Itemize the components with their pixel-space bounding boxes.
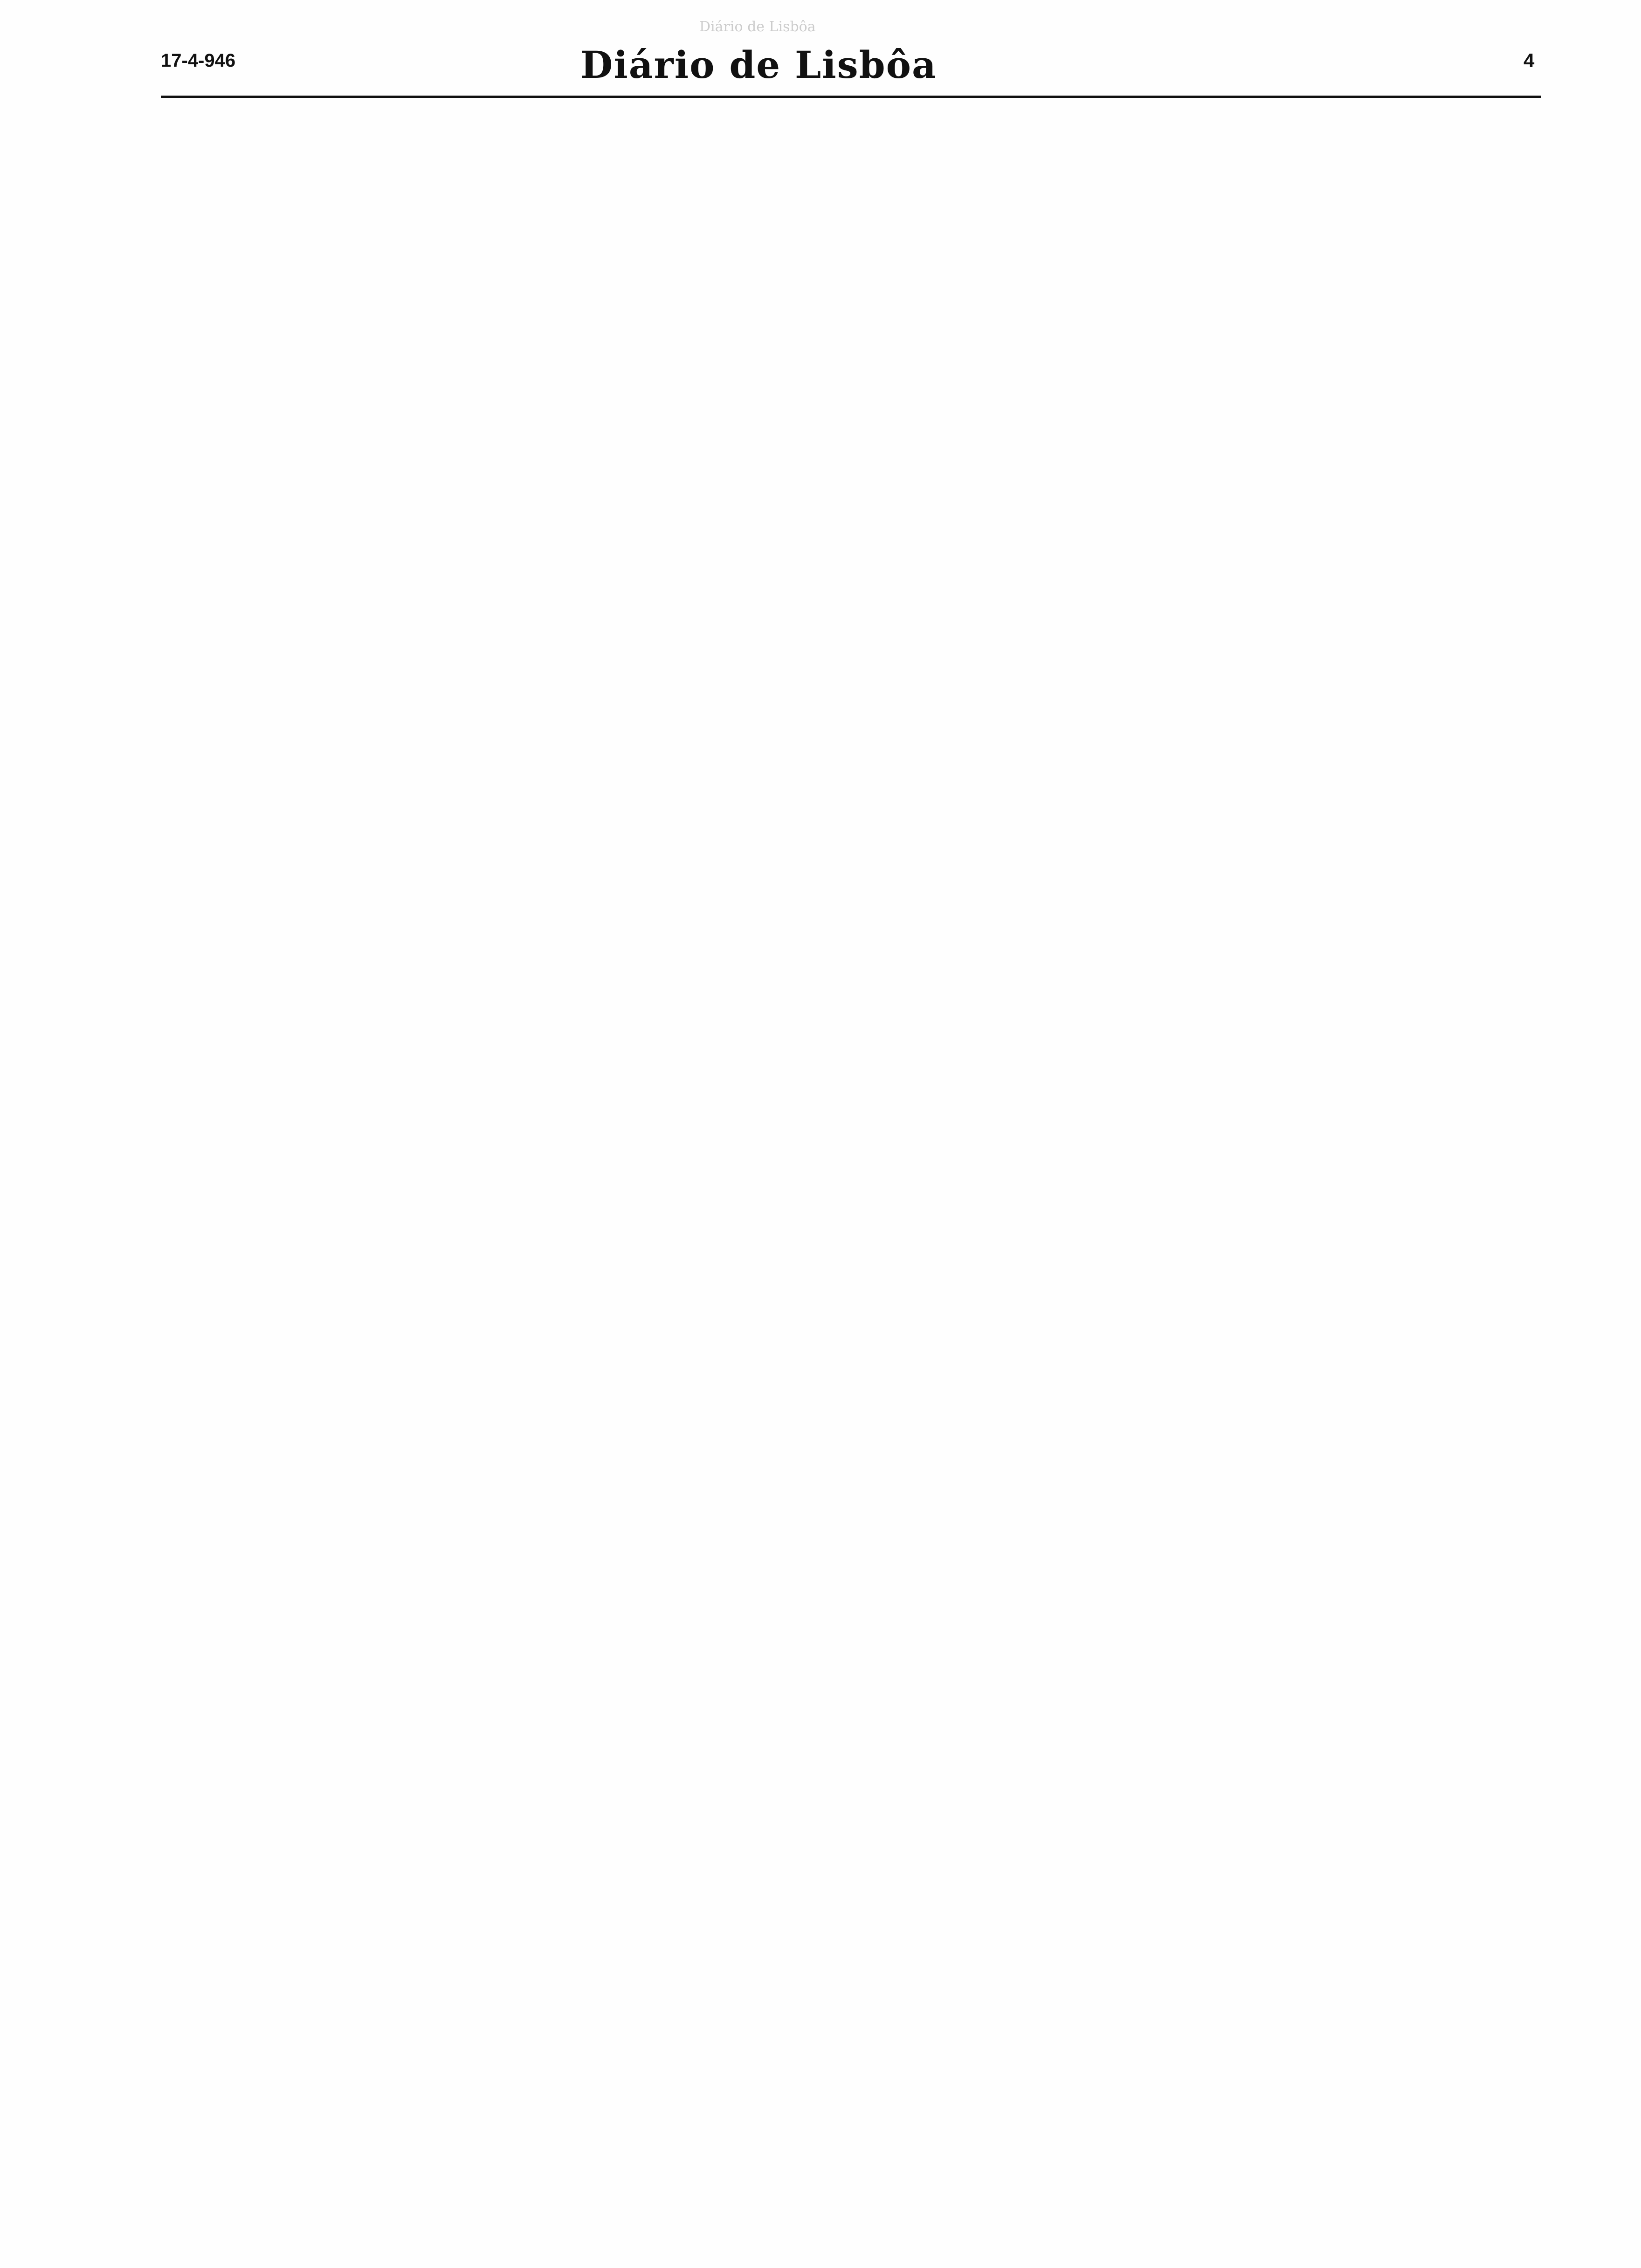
issue-date: 17-4-946 [161,50,236,71]
masthead-rule [161,96,1541,98]
newspaper-title: Diário de Lisbôa [580,43,937,87]
page-number: 4 [1524,49,1535,71]
bleed-through-text: Diário de Lisbôa [699,19,816,35]
